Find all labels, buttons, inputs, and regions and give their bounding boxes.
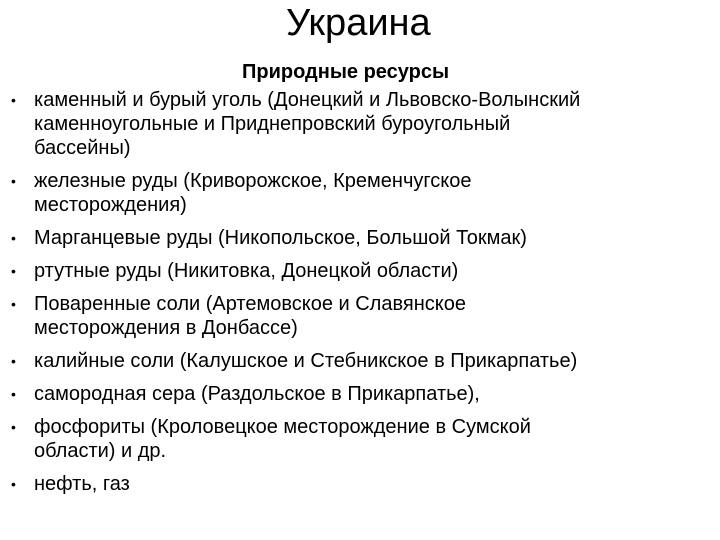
- bullet-icon: •: [11, 296, 16, 312]
- list-item: [0, 259, 580, 283]
- list-item: [0, 382, 580, 406]
- bullet-icon: •: [11, 92, 16, 108]
- list-item-line: железные руды (Криворожское, Кременчугское: [34, 170, 472, 192]
- list-item: [0, 88, 580, 160]
- bullet-icon: •: [11, 386, 16, 402]
- list-item: [0, 292, 580, 340]
- list-item-line: нефть, газ: [34, 473, 130, 495]
- slide-title: Украина: [286, 2, 431, 44]
- list-item-line: Поваренные соли (Артемовское и Славянское: [34, 293, 466, 315]
- list-item-line: каменноугольные и Приднепровский буроугольный: [34, 113, 511, 135]
- list-item-line: калийные соли (Калушское и Стебникское в Прикарпатье): [34, 350, 578, 372]
- list-item-line: бассейны): [34, 137, 131, 159]
- list-item: [0, 226, 580, 250]
- resource-list: [0, 88, 580, 505]
- list-item-line: области) и др.: [34, 440, 167, 462]
- list-item-line: Марганцевые руды (Никопольское, Большой Токмак): [34, 227, 527, 249]
- list-item: [0, 415, 580, 463]
- list-item: [0, 472, 580, 496]
- list-item-line: каменный и бурый уголь (Донецкий и Львовско-Волынский: [34, 89, 581, 111]
- bullet-icon: •: [11, 263, 16, 279]
- slide-subtitle: Природные ресурсы: [242, 61, 450, 83]
- list-item-line: месторождения): [34, 194, 187, 216]
- bullet-icon: •: [11, 476, 16, 492]
- list-item-line: фосфориты (Кроловецкое месторождение в Сумской: [34, 416, 531, 438]
- list-item: [0, 349, 580, 373]
- list-item: [0, 169, 580, 217]
- list-item-line: месторождения в Донбассе): [34, 317, 298, 339]
- bullet-icon: •: [11, 173, 16, 189]
- bullet-icon: •: [11, 353, 16, 369]
- bullet-icon: •: [11, 230, 16, 246]
- bullet-icon: •: [11, 419, 16, 435]
- list-item-line: самородная сера (Раздольское в Прикарпатье),: [34, 383, 480, 405]
- list-item-line: ртутные руды (Никитовка, Донецкой области): [34, 260, 459, 282]
